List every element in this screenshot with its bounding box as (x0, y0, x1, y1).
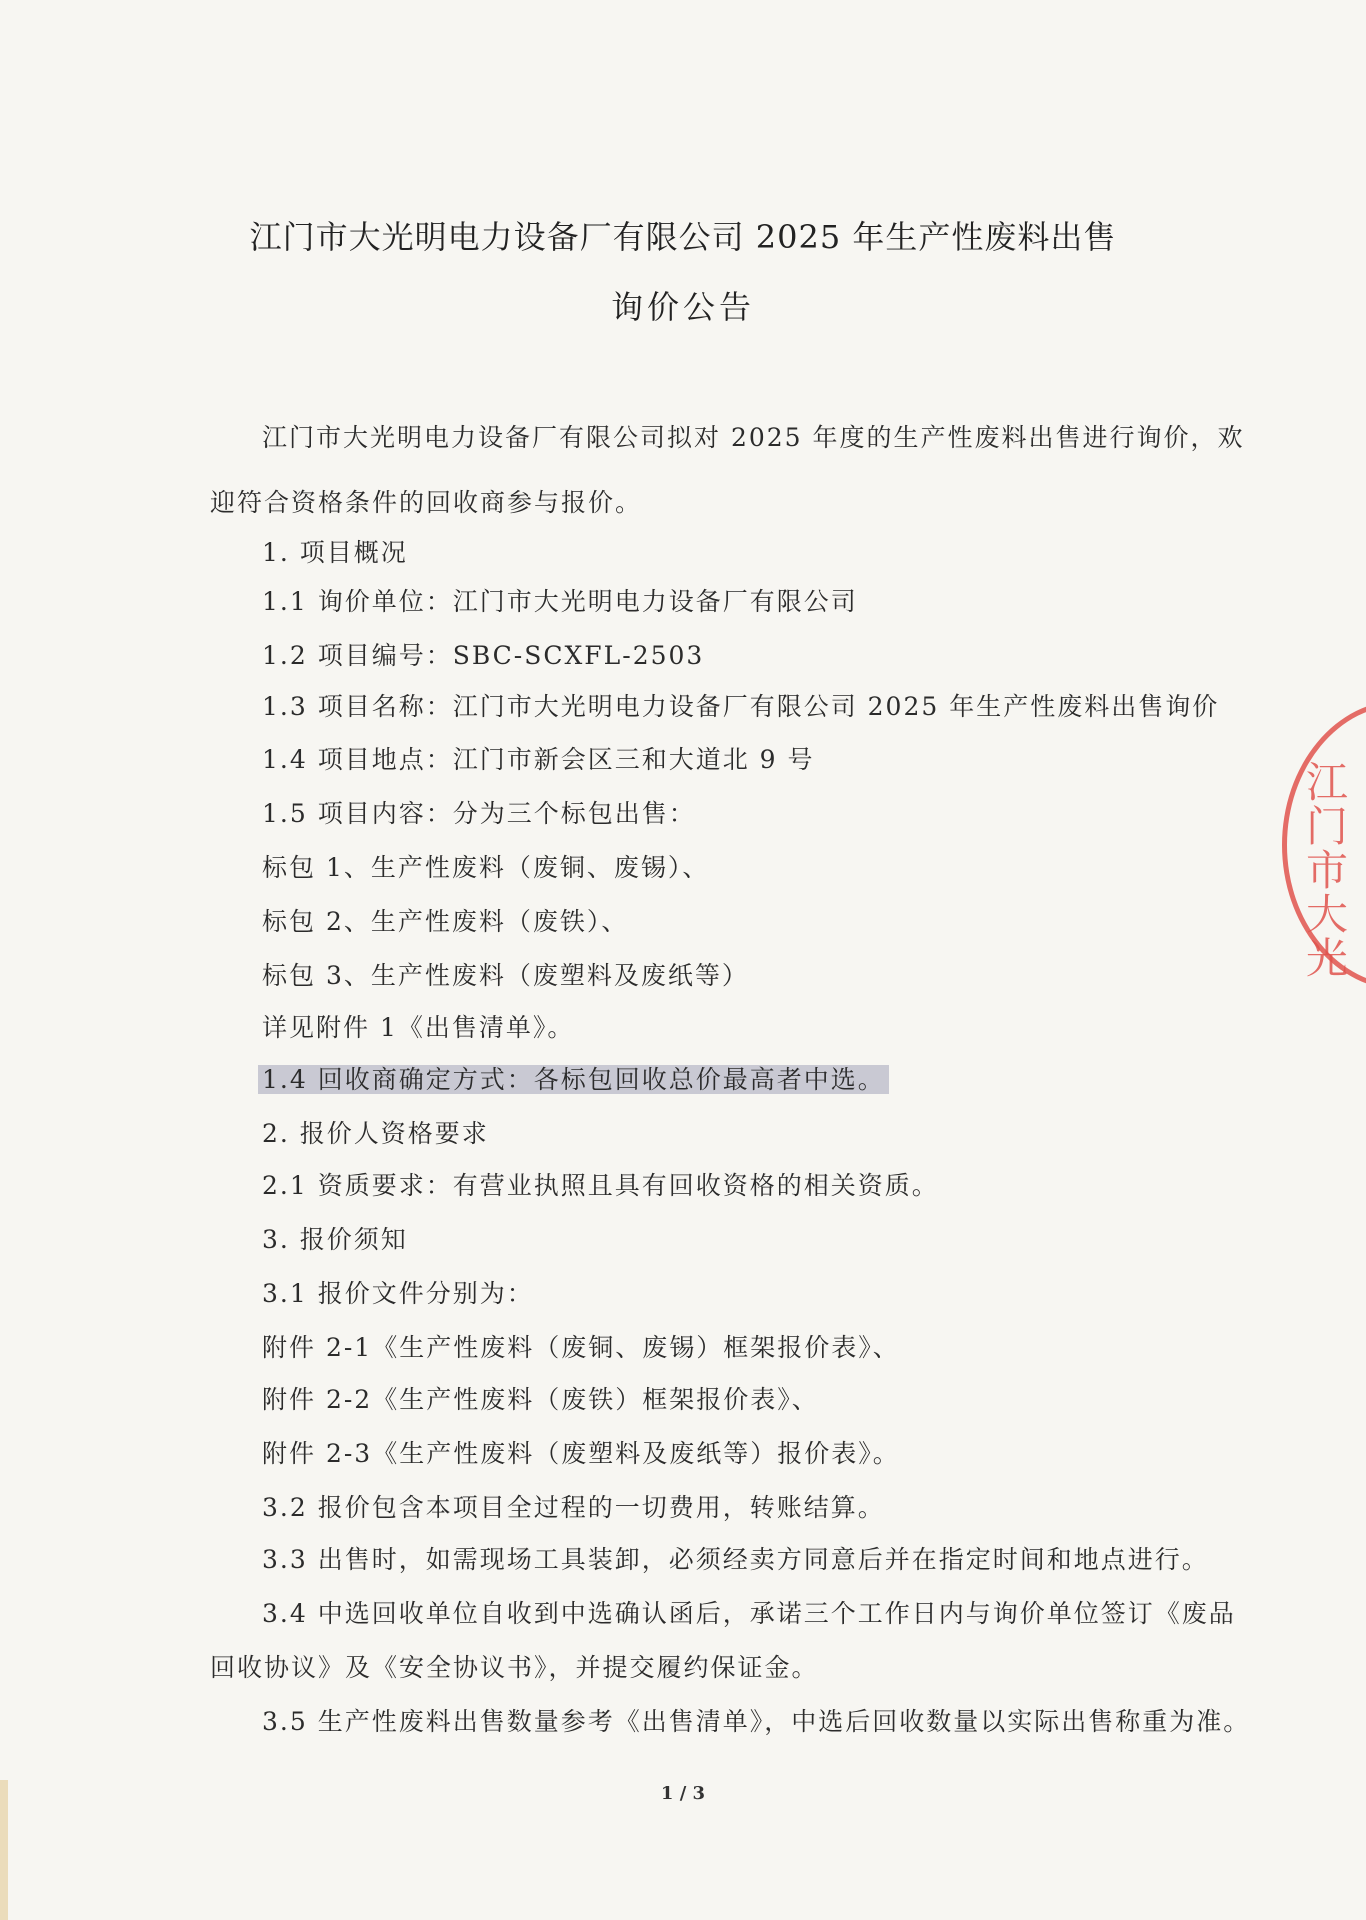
item-3-2: 3.2 报价包含本项目全过程的一切费用，转账结算。 (262, 1493, 885, 1522)
attachment-2-3: 附件 2-3《生产性废料（废塑料及废纸等）报价表》。 (262, 1439, 900, 1468)
intro-paragraph-line-1: 江门市大光明电力设备厂有限公司拟对 2025 年度的生产性废料出售进行询价，欢 (262, 423, 1245, 452)
item-1-2: 1.2 项目编号：SBC-SCXFL-2503 (262, 641, 705, 670)
item-3-5: 3.5 生产性废料出售数量参考《出售清单》，中选后回收数量以实际出售称重为准。 (262, 1707, 1251, 1736)
item-1-4: 1.4 项目地点：江门市新会区三和大道北 9 号 (262, 745, 815, 774)
highlighted-line-wrapper (262, 1060, 889, 1096)
document-subtitle: 询价公告 (610, 288, 755, 326)
item-3-3: 3.3 出售时，如需现场工具装卸，必须经卖方同意后并在指定时间和地点进行。 (262, 1545, 1209, 1574)
lot-1: 标包 1、生产性废料（废铜、废锡）、 (262, 853, 710, 882)
document-title: 江门市大光明电力设备厂有限公司 2025 年生产性废料出售 (249, 218, 1117, 256)
lot-3: 标包 3、生产性废料（废塑料及废纸等） (262, 961, 749, 990)
scan-edge-mark (0, 1780, 8, 1920)
item-3-1: 3.1 报价文件分别为： (262, 1279, 534, 1308)
item-3-4-line-1: 3.4 中选回收单位自收到中选确认函后，承诺三个工作日内与询价单位签订《废品 (262, 1599, 1236, 1628)
item-2-1: 2.1 资质要求：有营业执照且具有回收资格的相关资质。 (262, 1171, 939, 1200)
item-1-5: 1.5 项目内容：分为三个标包出售： (262, 799, 696, 828)
attachment-2-2: 附件 2-2《生产性废料（废铁）框架报价表》、 (262, 1385, 819, 1414)
page-number: 1 / 3 (660, 1783, 706, 1804)
intro-paragraph-line-2: 迎符合资格条件的回收商参与报价。 (210, 488, 643, 517)
section-2-heading: 2. 报价人资格要求 (262, 1119, 489, 1148)
section-1-heading: 1. 项目概况 (262, 538, 408, 567)
attachment-reference: 详见附件 1《出售清单》。 (262, 1013, 575, 1042)
highlighted-selection-method: 1.4 回收商确定方式：各标包回收总价最高者中选。 (258, 1065, 889, 1094)
section-3-heading: 3. 报价须知 (262, 1225, 408, 1254)
company-seal-text: 江门市大光 (1300, 760, 1349, 980)
attachment-2-1: 附件 2-1《生产性废料（废铜、废锡）框架报价表》、 (262, 1333, 900, 1362)
lot-2: 标包 2、生产性废料（废铁）、 (262, 907, 629, 936)
item-3-4-line-2: 回收协议》及《安全协议书》，并提交履约保证金。 (210, 1653, 819, 1682)
item-1-3: 1.3 项目名称：江门市大光明电力设备厂有限公司 2025 年生产性废料出售询价 (262, 692, 1220, 721)
item-1-1: 1.1 询价单位：江门市大光明电力设备厂有限公司 (262, 587, 858, 616)
